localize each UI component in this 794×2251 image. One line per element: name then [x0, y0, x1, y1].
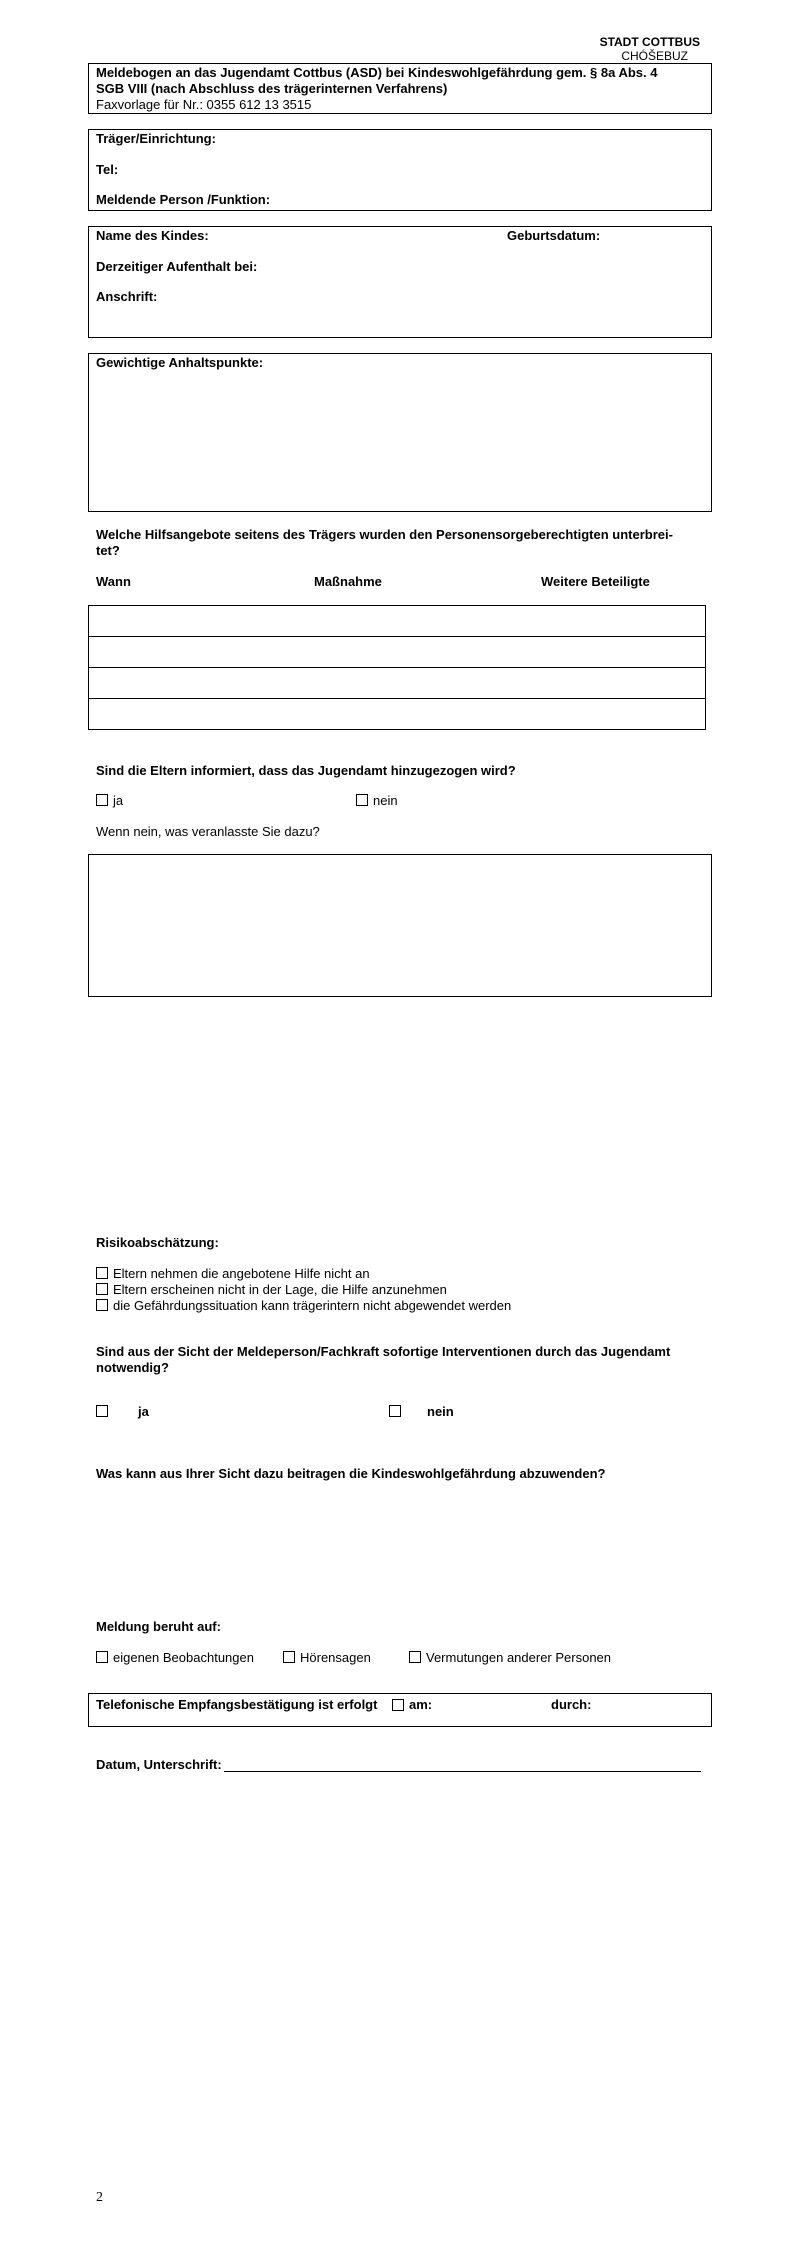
- reporting-person-label: Meldende Person /Funktion:: [96, 192, 271, 207]
- provider-label: Träger/Einrichtung:: [96, 131, 216, 146]
- child-box: [88, 226, 712, 338]
- checkbox-icon[interactable]: [96, 1651, 108, 1663]
- parents-informed-question: Sind die Eltern informiert, dass das Jugendamt hinzugezogen wird?: [96, 763, 516, 778]
- title-box: [88, 63, 712, 114]
- help-offers-row[interactable]: [88, 698, 706, 730]
- address-label: Anschrift:: [96, 289, 158, 304]
- risk-assessment-title: Risikoabschätzung:: [96, 1235, 219, 1250]
- signature-line[interactable]: [224, 1771, 701, 1772]
- checkbox-icon[interactable]: [96, 1405, 108, 1417]
- help-offers-question-line1: Welche Hilfsangebote seitens des Trägers wurden den Personensorgeberechtigten unterbrei-: [96, 527, 673, 542]
- parents-informed-no[interactable]: nein: [356, 793, 398, 808]
- form-title-line1: Meldebogen an das Jugendamt Cottbus (ASD) bei Kindeswohlgefährdung gem. § 8a Abs. 4: [96, 65, 658, 80]
- phone-confirmation-label: Telefonische Empfangsbestätigung ist erfolgt: [96, 1697, 378, 1712]
- help-offers-row[interactable]: [88, 605, 706, 637]
- tel-label: Tel:: [96, 162, 119, 177]
- checkbox-icon[interactable]: [96, 794, 108, 806]
- checkbox-icon[interactable]: [283, 1651, 295, 1663]
- form-title-line2: SGB VIII (nach Abschluss des trägerinternen Verfahrens): [96, 81, 448, 96]
- checkbox-icon[interactable]: [96, 1299, 108, 1311]
- checkbox-icon[interactable]: [389, 1405, 401, 1417]
- intervention-yes[interactable]: ja: [96, 1404, 149, 1419]
- checkbox-icon[interactable]: [409, 1651, 421, 1663]
- city-name-german: STADT COTTBUS: [599, 35, 700, 49]
- signature-label: Datum, Unterschrift:: [96, 1757, 222, 1772]
- fax-number: Faxvorlage für Nr.: 0355 612 13 3515: [96, 97, 312, 112]
- confirmation-box: [88, 1693, 712, 1727]
- residence-label: Derzeitiger Aufenthalt bei:: [96, 259, 258, 274]
- child-name-label: Name des Kindes:: [96, 228, 209, 243]
- basis-own-observation[interactable]: eigenen Beobachtungen: [96, 1650, 254, 1665]
- avert-question: Was kann aus Ihrer Sicht dazu beitragen die Kindeswohlgefährdung abzuwenden?: [96, 1466, 606, 1481]
- checkbox-icon[interactable]: [356, 794, 368, 806]
- confirmation-date-label: am:: [409, 1697, 433, 1712]
- indicators-box: [88, 353, 712, 512]
- column-header-measure: Maßnahme: [314, 574, 382, 589]
- checkbox-icon[interactable]: [392, 1699, 404, 1711]
- column-header-participants: Weitere Beteiligte: [541, 574, 650, 589]
- help-offers-row[interactable]: [88, 636, 706, 668]
- column-header-when: Wann: [96, 574, 131, 589]
- parents-not-informed-reason-label: Wenn nein, was veranlasste Sie dazu?: [96, 824, 320, 839]
- birthdate-label: Geburtsdatum:: [507, 228, 601, 243]
- risk-option-refuse-help[interactable]: Eltern nehmen die angebotene Hilfe nicht an: [96, 1266, 370, 1282]
- report-basis-title: Meldung beruht auf:: [96, 1619, 221, 1634]
- help-offers-question-line2: tet?: [96, 543, 120, 558]
- basis-assumptions[interactable]: Vermutungen anderer Personen: [409, 1650, 611, 1665]
- help-offers-row[interactable]: [88, 667, 706, 699]
- intervention-no[interactable]: nein: [389, 1404, 454, 1419]
- city-name-sorbian: CHÓŠEBUZ: [621, 49, 688, 63]
- confirmation-by-label: durch:: [551, 1697, 592, 1712]
- checkbox-icon[interactable]: [96, 1267, 108, 1279]
- intervention-question-line1: Sind aus der Sicht der Meldeperson/Fachkraft sofortige Interventionen durch das Jugendamt: [96, 1344, 671, 1359]
- page-number: 2: [96, 2190, 103, 2205]
- checkbox-icon[interactable]: [96, 1283, 108, 1295]
- risk-option-unable-accept[interactable]: Eltern erscheinen nicht in der Lage, die Hilfe anzunehmen: [96, 1282, 447, 1298]
- indicators-label: Gewichtige Anhaltspunkte:: [96, 355, 264, 370]
- risk-option-not-avertable[interactable]: die Gefährdungssituation kann trägerintern nicht abgewendet werden: [96, 1298, 511, 1314]
- reason-textbox[interactable]: [88, 854, 712, 997]
- parents-informed-yes[interactable]: ja: [96, 793, 123, 808]
- intervention-question-line2: notwendig?: [96, 1360, 169, 1375]
- basis-hearsay[interactable]: Hörensagen: [283, 1650, 371, 1665]
- provider-box: [88, 129, 712, 211]
